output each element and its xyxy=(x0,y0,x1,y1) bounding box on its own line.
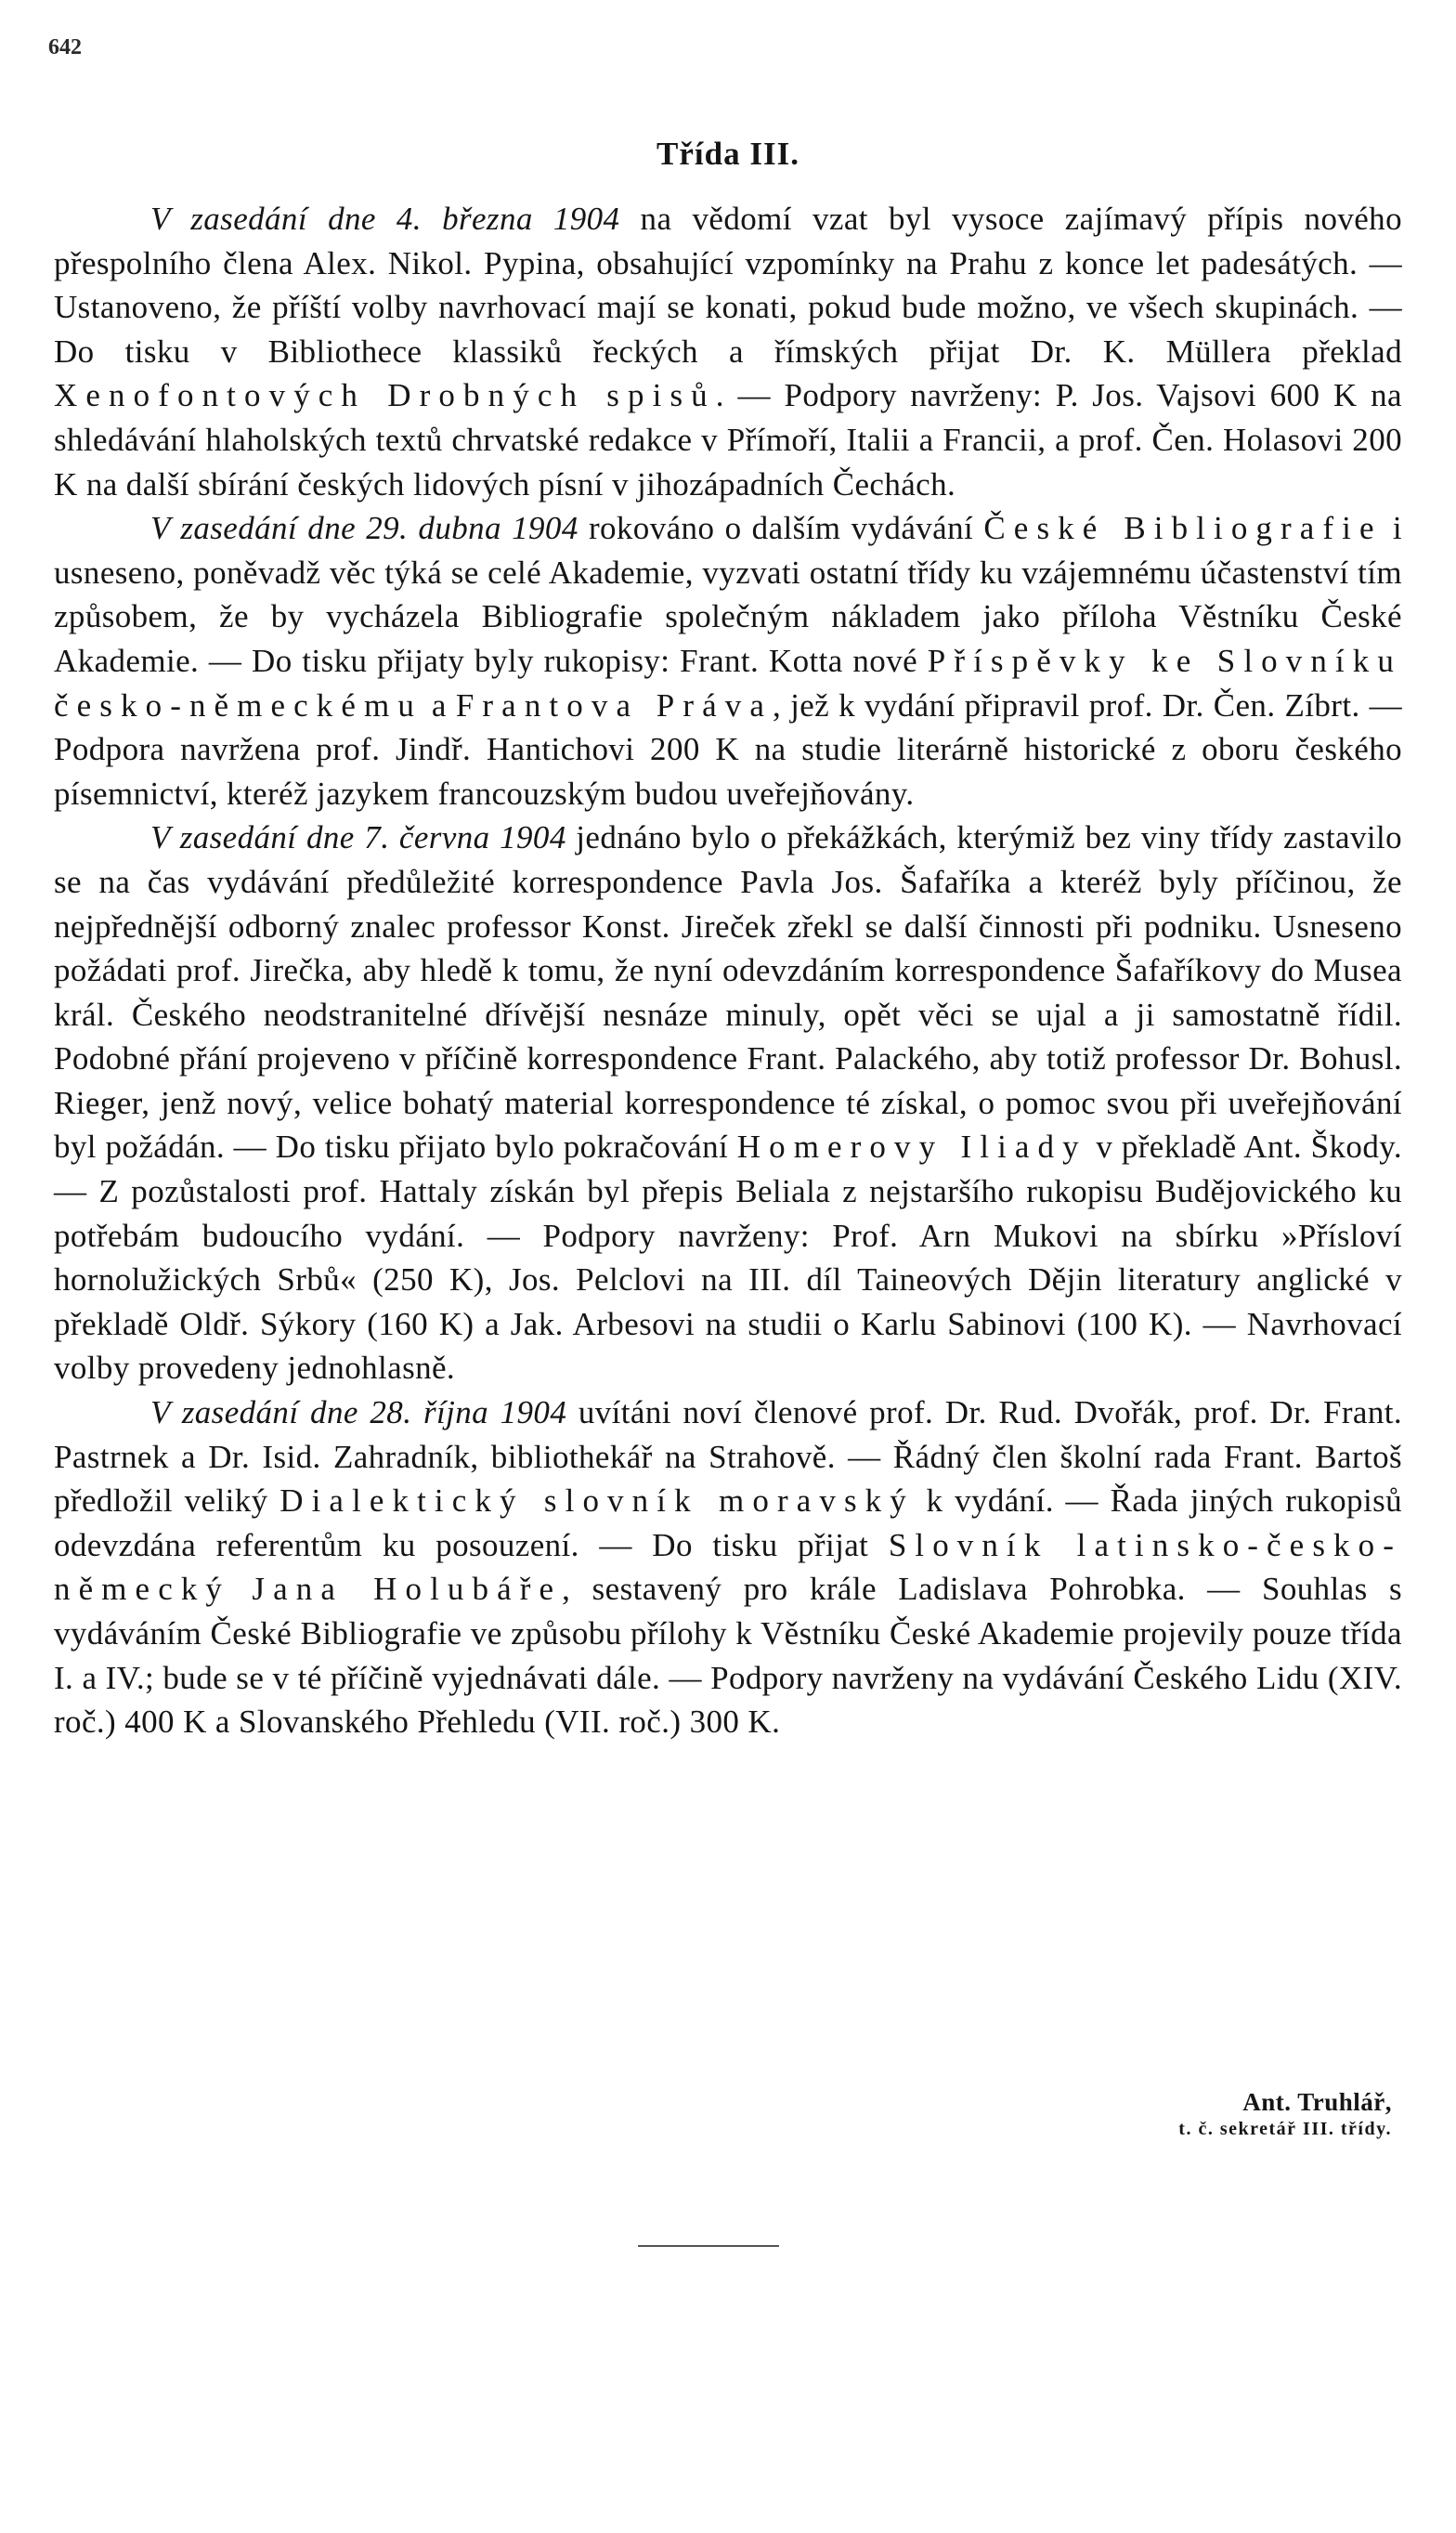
meeting-date: V zasedání dne 29. dubna 1904 xyxy=(150,510,578,547)
spaced-title: Příspěvky ke Slovníku česko-německému xyxy=(54,642,1402,724)
meeting-date: V zasedání dne 7. června 1904 xyxy=(150,819,566,856)
text-run: na vědomí vzat byl vysoce zajímavý přípis nového přespolního člena Alex. Nikol. Pypina, obsahující vzpomínky na Prahu z konce let padesátých. — Ustanoveno, že příští volby navrhovací mají se konati, pokud bude možno, ve všech skupinách. — Do tisku v Bibliothece klassiků řeckých a římských přijat Dr. K. Müllera překlad xyxy=(54,201,1402,370)
spaced-title: Xenofontových Drobných spisů xyxy=(54,377,716,414)
text-run: rokováno o dalším vydávání xyxy=(578,510,984,547)
signature-role: t. č. sekretář III. třídy. xyxy=(1178,2119,1392,2139)
signature xyxy=(1178,2088,1392,2140)
text-run: k vydání. — Řada jiných rukopisů odevzdána referentům ku posouzení. — Do tisku přijat xyxy=(54,1482,1402,1563)
text-run: jednáno bylo o překážkách, kterýmiž bez viny třídy zastavilo se na čas vydávání předůležité korrespondence Pavla Jos. Šafaříka a kteréž byly příčinou, že nejpřednější odborný znalec professor Konst. Jireček zřekl se další činnosti při podniku. Usneseno požádati prof. Jirečka, aby hledě k tomu, že nyní odevzdáním korrespondence Šafaříkovy do Musea král. Českého neodstranitelné dřívější nesnáze minuly, opět věci se ujal a ji samostatně řídil. Podobné přání projeveno v příčině korrespondence Frant. Palackého, aby totiž professor Dr. Bohusl. Rieger, jenž nový, velice bohatý material korrespondence té získal, o pomoc svou při uveřejňování byl požádán. — Do tisku přijato bylo pokračování xyxy=(54,819,1402,1166)
text-run: . — Podpory navrženy: P. Jos. Vajsovi 600 K na shledávání hlaholských textů chrvatské redakce v Přímoří, Italii a Francii, a prof. Čen. Holasovi 200 K na další sbírání českých lidových písní v jihozápadních Čechách. xyxy=(54,377,1402,503)
section-heading: Třída III. xyxy=(656,136,800,172)
text-run: v překladě Ant. Škody. — Z pozůstalosti prof. Hattaly získán byl přepis Beliala z nejstaršího rukopisu Budějovického ku potřebám budoucího vydání. — Podpory navrženy: Prof. Arn Mukovi na sbírku »Přísloví hornolužických Srbů« (250 K), Jos. Pelclovi na III. díl Taineových Dějin literatury anglické v překladě Oldř. Sýkory (160 K) a Jak. Arbesovi na studii o Karlu Sabinovi (100 K). — Navrhovací volby provedeny jednohlasně. xyxy=(54,1129,1403,1387)
spaced-title: Dialektický slovník moravský xyxy=(280,1482,915,1520)
text-run xyxy=(230,1571,252,1607)
spaced-title: Homerovy Iliady xyxy=(736,1129,1087,1166)
paragraph-3 xyxy=(54,816,1402,1391)
meeting-date: V zasedání dne 28. října 1904 xyxy=(150,1394,567,1431)
spaced-title: Jana Holubáře xyxy=(252,1571,563,1608)
closing-rule xyxy=(638,2245,779,2247)
paragraph-4 xyxy=(54,1391,1402,1744)
paragraph-1 xyxy=(54,197,1402,506)
spaced-title: Slovník latinsko-česko-německý xyxy=(54,1526,1402,1608)
paragraph-2 xyxy=(54,506,1402,816)
text-run: , sestavený pro krále Ladislava Pohrobka. — Souhlas s vydáváním České Bibliografie ve způsobu přílohy k Věstníku České Akademie projevily pouze třída I. a IV.; bude se v té příčině vyjednávati dále. — Podpory navrženy na vydávání Českého Lidu (XIV. roč.) 400 K a Slovanského Přehledu (VII. roč.) 300 K. xyxy=(54,1571,1403,1741)
spaced-title: České Bibliografie xyxy=(983,510,1383,547)
page-number: 642 xyxy=(48,35,82,59)
text-run: a xyxy=(422,686,456,724)
text-run: i usneseno, poněvadž věc týká se celé Akademie, vyzvati ostatní třídy ku vzájemnému účastenství tím způsobem, že by vycházela Bibliografie společným nákladem jako příloha Věstníku České Akademie. — Do tisku přijaty byly rukopisy: Frant. Kotta nové xyxy=(54,510,1402,679)
signature-name: Ant. Truhlář, xyxy=(1242,2088,1392,2116)
spaced-title: Frantova Práva xyxy=(455,686,773,724)
meeting-date: V zasedání dne 4. března 1904 xyxy=(150,201,620,237)
body-text xyxy=(54,197,1402,1744)
text-run: , jež k vydání připravil prof. Dr. Čen. Zíbrt. — Podpora navržena prof. Jindř. Hantichovi 200 K na studie literárně historické z oboru českého písemnictví, kteréž jazykem francouzským budou uveřejňovány. xyxy=(54,686,1402,812)
text-run: uvítáni noví členové prof. Dr. Rud. Dvořák, prof. Dr. Frant. Pastrnek a Dr. Isid. Zahradník, bibliothekář na Strahově. — Řádný člen školní rada Frant. Bartoš předložil veliký xyxy=(54,1394,1402,1520)
